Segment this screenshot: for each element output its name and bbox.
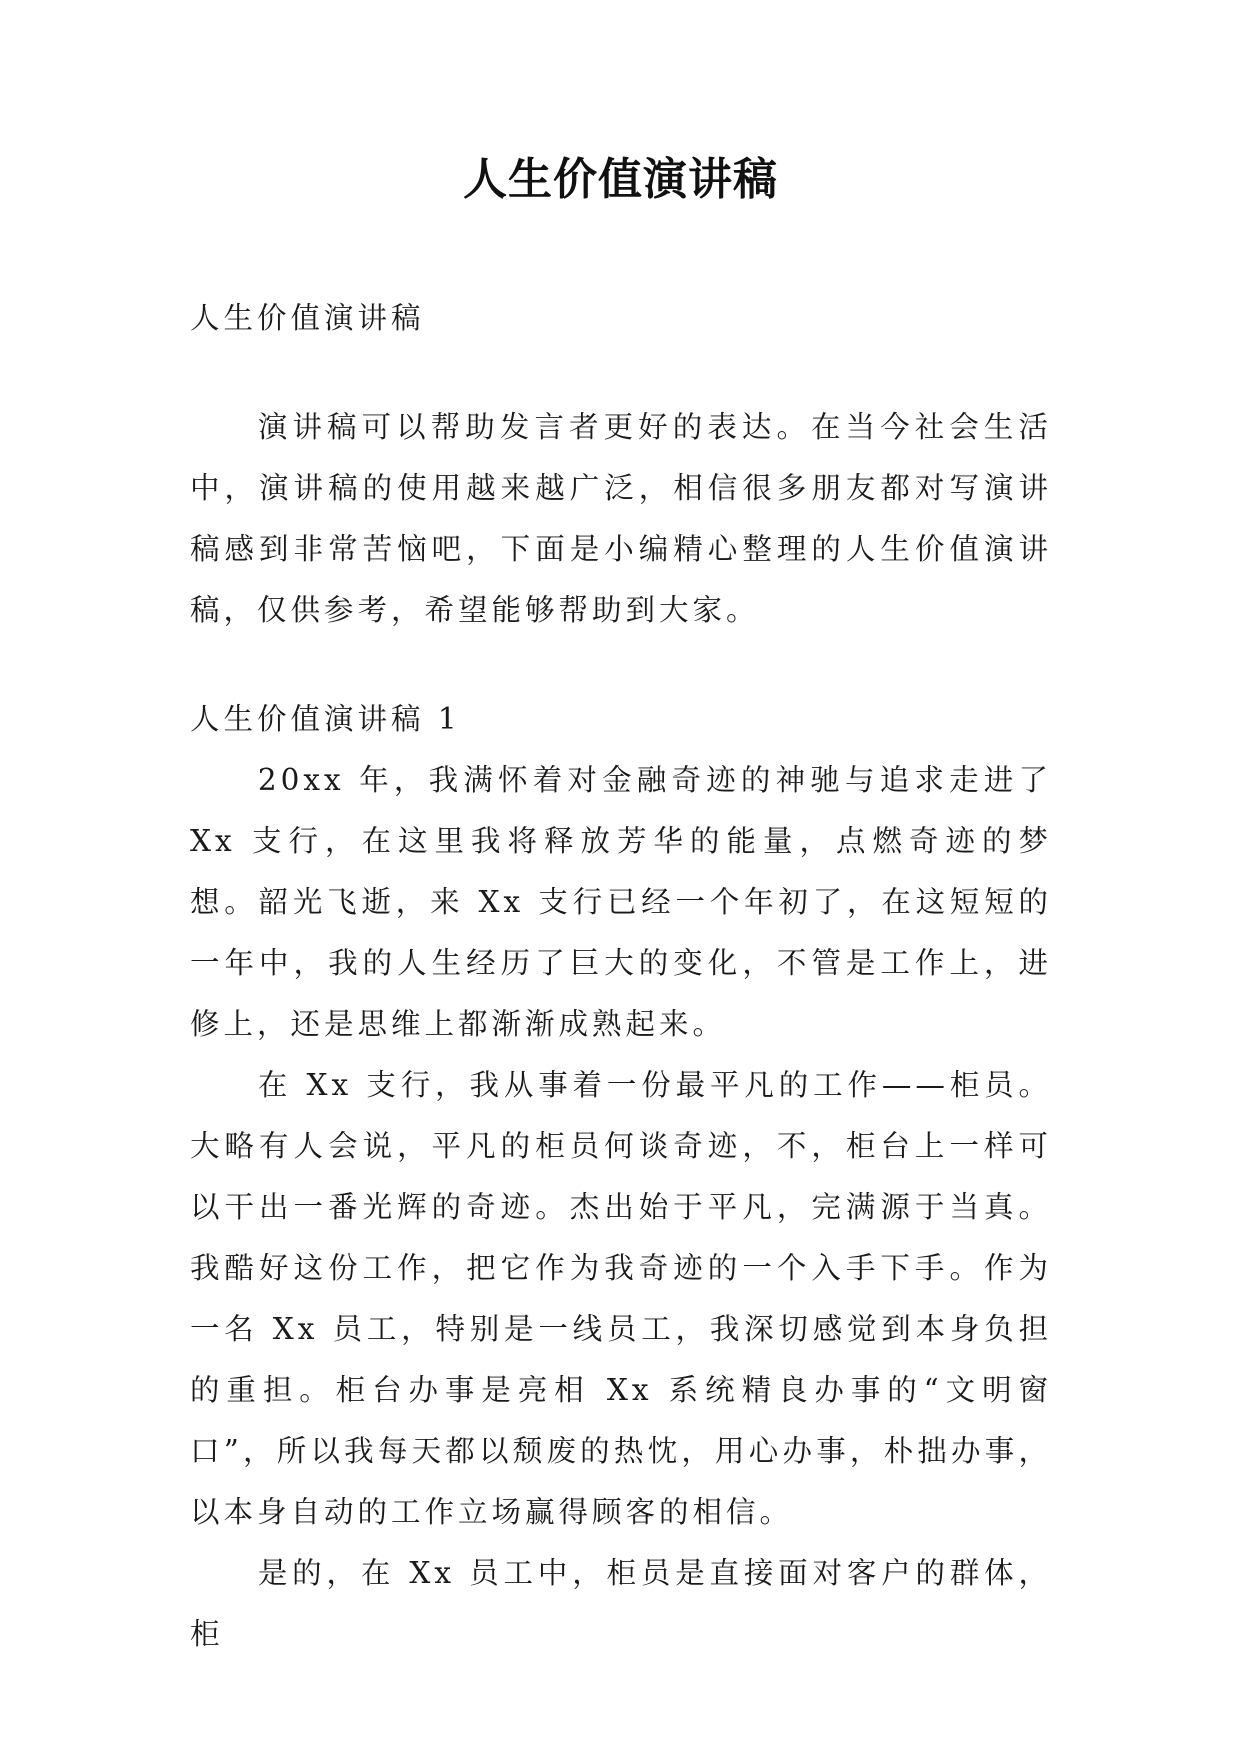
section-heading: 人生价值演讲稿 1: [190, 702, 461, 736]
document-title: 人生价值演讲稿: [463, 154, 778, 205]
document-body: [190, 288, 1052, 1665]
body-paragraph-3: 是的，在 Xx 员工中，柜员是直接面对客户的群体，柜: [190, 1556, 1052, 1651]
body-paragraph-2: 在 Xx 支行，我从事着一份最平凡的工作——柜员。大略有人会说，平凡的柜员何谈奇迹，不，柜台上一样可以干出一番光辉的奇迹。杰出始于平凡，完满源于当真。我酷好这份工作，把它作为我奇迹的一个入手下手。作为一名 Xx 员工，特别是一线员工，我深切感觉到本身负担的重担。柜台办事是亮相 Xx 系统精良办事的“文明窗口”，所以我每天都以颓废的热忱，用心办事，朴拙办事，以本身自动的工作立场赢得顾客的相信。: [190, 1068, 1052, 1529]
intro-paragraph: 演讲稿可以帮助发言者更好的表达。在当今社会生活中，演讲稿的使用越来越广泛，相信很多朋友都对写演讲稿感到非常苦恼吧，下面是小编精心整理的人生价值演讲稿，仅供参考，希望能够帮助到大家。: [190, 410, 1052, 627]
document-subtitle: 人生价值演讲稿: [190, 301, 425, 335]
body-paragraph-1: 20xx 年，我满怀着对金融奇迹的神驰与追求走进了 Xx 支行，在这里我将释放芳华的能量，点燃奇迹的梦想。韶光飞逝，来 Xx 支行已经一个年初了，在这短短的一年中，我的人生经历了巨大的变化，不管是工作上，进修上，还是思维上都渐渐成熟起来。: [190, 763, 1052, 1041]
